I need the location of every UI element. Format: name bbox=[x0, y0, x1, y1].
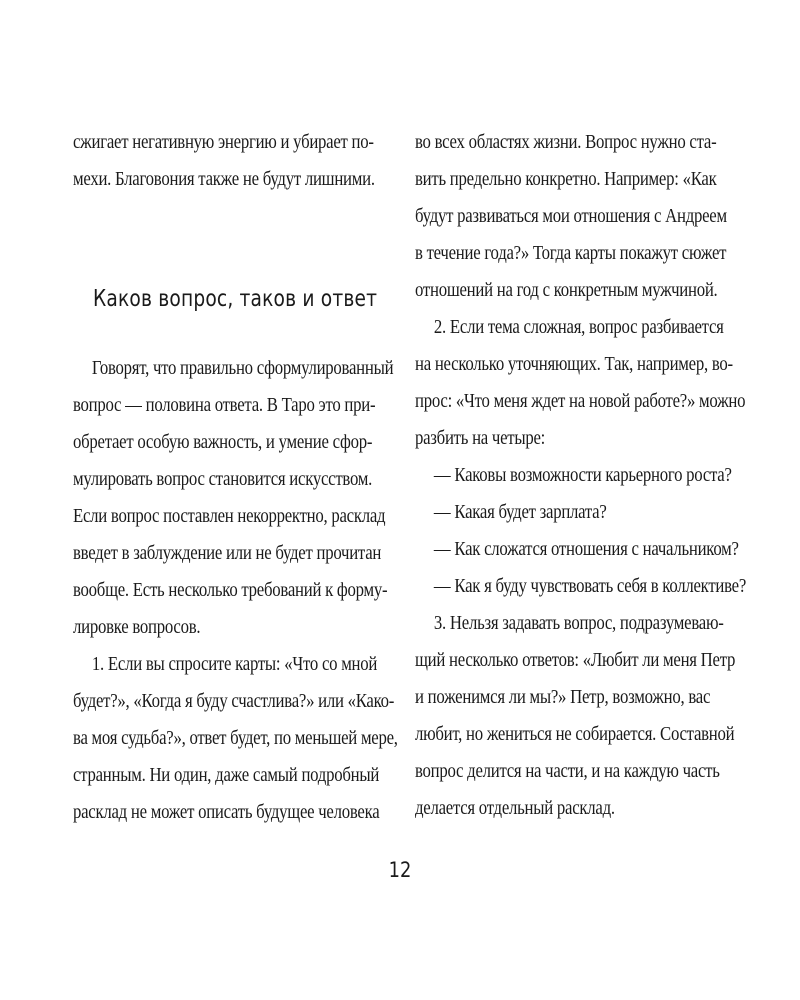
text-line: любит, но жениться не собирается. Составной bbox=[415, 724, 735, 745]
text-line: в течение года?» Тогда карты покажут сюжет bbox=[415, 243, 727, 264]
text-line: обретает особую важность, и умение сфор- bbox=[73, 432, 373, 453]
text-line: вопрос — половина ответа. В Таро это при- bbox=[73, 395, 376, 416]
text-line: введет в заблуждение или не будет прочитан bbox=[73, 543, 382, 564]
text-line: ва моя судьба?», ответ будет, по меньшей мере, bbox=[73, 728, 398, 749]
text-line: 1. Если вы спросите карты: «Что со мной bbox=[91, 654, 378, 675]
text-line: на несколько уточняющих. Так, например, во- bbox=[415, 354, 733, 375]
text-line: странным. Ни один, даже самый подробный bbox=[73, 765, 380, 786]
list-item: — Как сложатся отношения с начальником? bbox=[433, 539, 739, 560]
text-line: будут развиваться мои отношения с Андреем bbox=[415, 206, 727, 227]
list-item: — Каковы возможности карьерного роста? bbox=[433, 465, 732, 486]
text-line: разбить на четыре: bbox=[415, 428, 546, 449]
text-line: вить предельно конкретно. Например: «Как bbox=[415, 169, 717, 190]
text-line: Если вопрос поставлен некорректно, расклад bbox=[73, 506, 386, 527]
text-line: щий несколько ответов: «Любит ли меня Петр bbox=[415, 650, 736, 671]
text-line: расклад не может описать будущее человека bbox=[73, 802, 380, 823]
text-line: сжигает негативную энергию и убирает по- bbox=[73, 132, 374, 153]
text-line: мулировать вопрос становится искусством. bbox=[73, 469, 373, 490]
text-line: во всех областях жизни. Вопрос нужно ста- bbox=[415, 132, 717, 153]
text-line: вопрос делится на части, и на каждую часть bbox=[415, 761, 720, 782]
text-line: 3. Нельзя задавать вопрос, подразумеваю- bbox=[433, 613, 724, 634]
text-line: 2. Если тема сложная, вопрос разбивается bbox=[433, 317, 724, 338]
text-line: отношений на год с конкретным мужчиной. bbox=[415, 280, 718, 301]
page-number: 12 bbox=[388, 858, 412, 882]
left-column-body bbox=[73, 350, 398, 831]
left-column bbox=[73, 124, 398, 198]
text-line: прос: «Что меня ждет на новой работе?» можно bbox=[415, 391, 746, 412]
section-heading: Каков вопрос, таков и ответ bbox=[93, 286, 378, 312]
list-item: — Как я буду чувствовать себя в коллективе? bbox=[433, 576, 747, 597]
text-line: мехи. Благовония также не будут лишними. bbox=[73, 169, 375, 190]
text-line: делается отдельный расклад. bbox=[415, 798, 615, 819]
right-column bbox=[415, 124, 747, 827]
text-line: и поженимся ли мы?» Петр, возможно, вас bbox=[415, 687, 711, 708]
text-line: Говорят, что правильно сформулированный bbox=[91, 358, 394, 379]
text-line: лировке вопросов. bbox=[73, 617, 201, 638]
list-item: — Какая будет зарплата? bbox=[433, 502, 607, 523]
text-line: вообще. Есть несколько требований к форму- bbox=[73, 580, 388, 601]
text-line: будет?», «Когда я буду счастлива?» или «Како- bbox=[73, 691, 395, 712]
